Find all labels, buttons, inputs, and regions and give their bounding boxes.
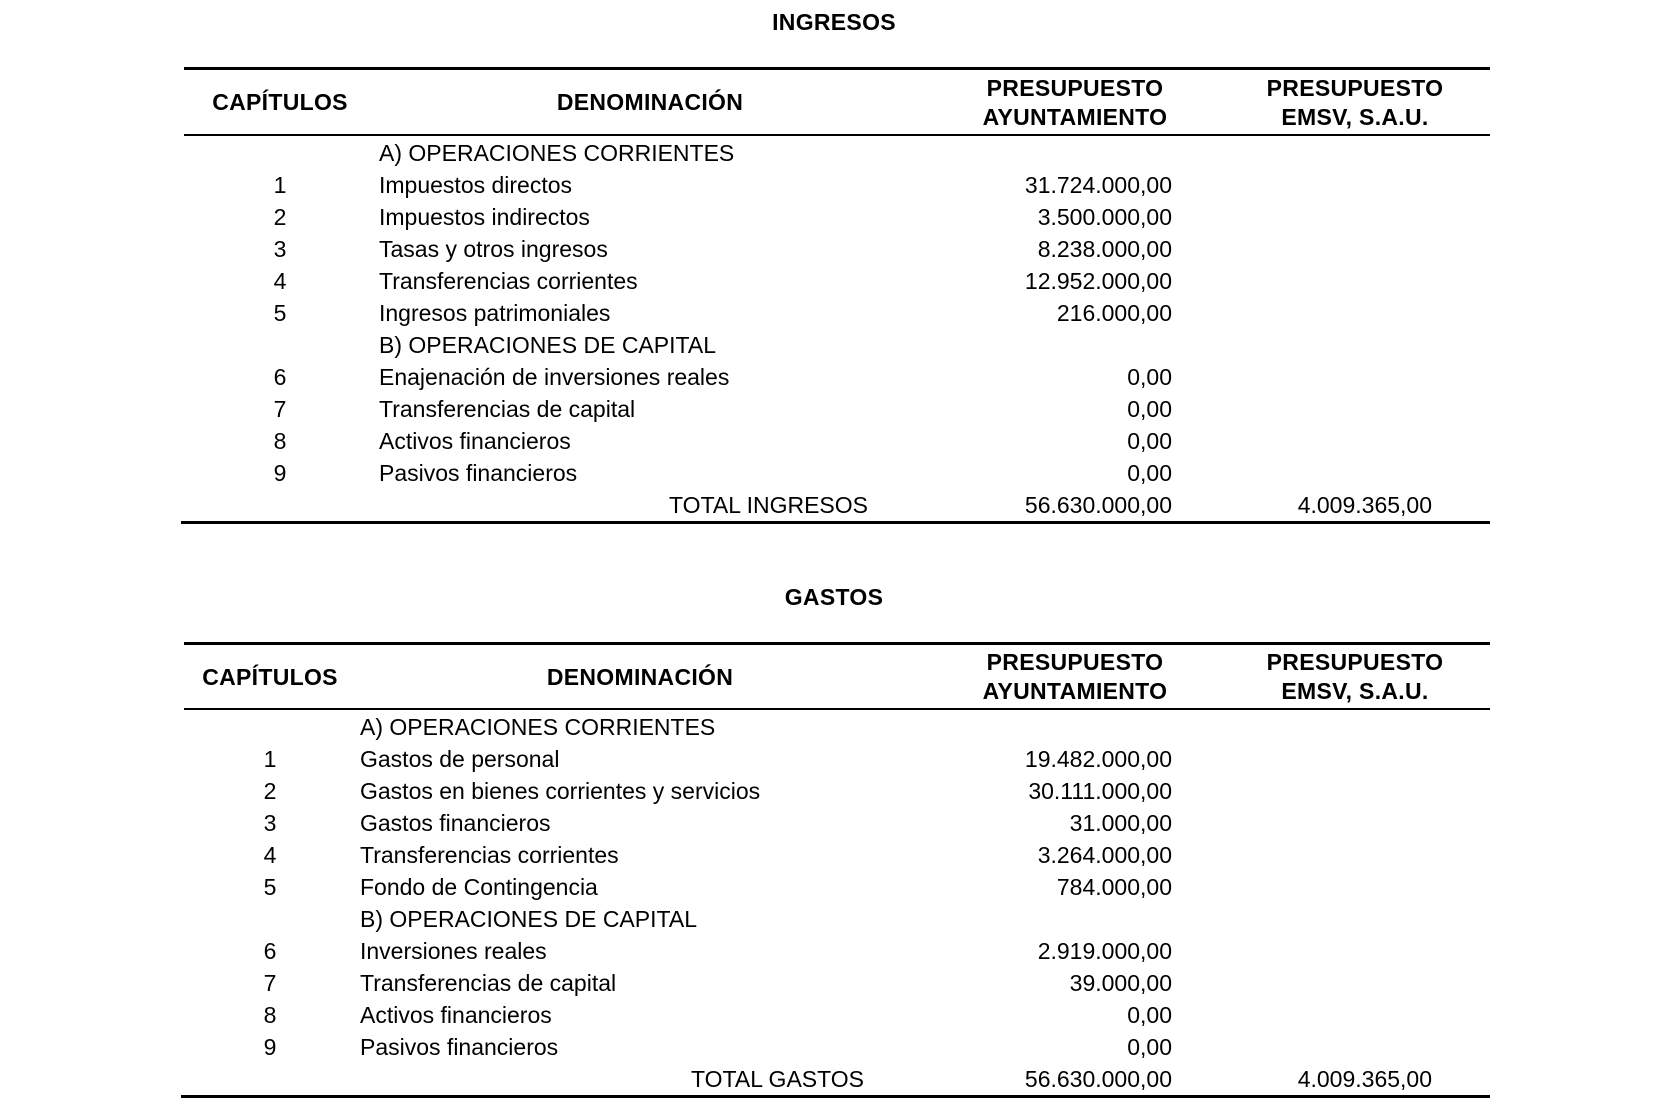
capitulo-number: 2	[263, 778, 277, 804]
table-row	[0, 807, 1668, 839]
capitulo-number: 8	[263, 1002, 277, 1028]
gastos-header-bottom-rule	[184, 708, 1490, 710]
ayuntamiento-amount: 216.000,00	[1056, 300, 1172, 326]
ayuntamiento-amount: 0,00	[1127, 1002, 1172, 1028]
capitulo-number: 3	[273, 236, 287, 262]
table-row	[0, 1031, 1668, 1063]
ayuntamiento-amount: 0,00	[1127, 396, 1172, 422]
ingresos-header-emsv	[1230, 74, 1480, 132]
ingresos-header-emsv-line1: PRESUPUESTO	[1266, 75, 1444, 101]
table-row	[0, 839, 1668, 871]
ingresos-group-a-label: A) OPERACIONES CORRIENTES	[379, 140, 735, 166]
denominacion-cell: Transferencias de capital	[379, 396, 636, 422]
denominacion-cell: Impuestos indirectos	[379, 204, 590, 230]
ingresos-group-b-row	[0, 329, 1668, 361]
table-row	[0, 169, 1668, 201]
gastos-group-a-row	[0, 711, 1668, 743]
capitulo-number: 6	[263, 938, 277, 964]
table-row	[0, 425, 1668, 457]
ingresos-header-ayto-line1: PRESUPUESTO	[986, 75, 1164, 101]
table-row	[0, 361, 1668, 393]
gastos-header-ayto-line1: PRESUPUESTO	[986, 649, 1164, 675]
denominacion-cell: Transferencias corrientes	[379, 268, 638, 294]
ayuntamiento-amount: 30.111.000,00	[1028, 778, 1172, 804]
gastos-header-ayto-line2: AYUNTAMIENTO	[982, 678, 1168, 704]
table-row	[0, 265, 1668, 297]
ayuntamiento-amount: 0,00	[1127, 428, 1172, 454]
ayuntamiento-amount: 3.264.000,00	[1037, 842, 1172, 868]
ingresos-header-ayuntamiento	[950, 74, 1200, 132]
gastos-group-b-row	[0, 903, 1668, 935]
table-row	[0, 233, 1668, 265]
denominacion-cell: Activos financieros	[360, 1002, 552, 1028]
capitulo-number: 2	[273, 204, 287, 230]
table-row	[0, 201, 1668, 233]
table-row	[0, 871, 1668, 903]
gastos-total-row	[0, 1063, 1668, 1095]
table-row	[0, 999, 1668, 1031]
ayuntamiento-amount: 31.000,00	[1069, 810, 1172, 836]
gastos-title: GASTOS	[784, 584, 884, 610]
gastos-total-ayuntamiento: 56.630.000,00	[1024, 1066, 1172, 1092]
denominacion-cell: Ingresos patrimoniales	[379, 300, 611, 326]
ingresos-header-ayto-line2: AYUNTAMIENTO	[982, 104, 1168, 130]
ingresos-title: INGRESOS	[772, 9, 896, 35]
denominacion-cell: Gastos de personal	[360, 746, 560, 772]
ayuntamiento-amount: 0,00	[1127, 364, 1172, 390]
denominacion-cell: Inversiones reales	[360, 938, 547, 964]
gastos-group-a-label: A) OPERACIONES CORRIENTES	[360, 714, 716, 740]
ayuntamiento-amount: 0,00	[1127, 460, 1172, 486]
gastos-end-rule	[181, 1095, 1490, 1098]
ayuntamiento-amount: 19.482.000,00	[1024, 746, 1172, 772]
gastos-group-b-label: B) OPERACIONES DE CAPITAL	[360, 906, 697, 932]
capitulo-number: 1	[273, 172, 287, 198]
denominacion-cell: Gastos en bienes corrientes y servicios	[360, 778, 761, 804]
capitulo-number: 4	[263, 842, 277, 868]
capitulo-number: 9	[263, 1034, 277, 1060]
ayuntamiento-amount: 31.724.000,00	[1024, 172, 1172, 198]
capitulo-number: 1	[263, 746, 277, 772]
denominacion-cell: Pasivos financieros	[360, 1034, 559, 1060]
denominacion-cell: Enajenación de inversiones reales	[379, 364, 730, 390]
capitulo-number: 7	[273, 396, 287, 422]
ingresos-total-ayuntamiento: 56.630.000,00	[1024, 492, 1172, 518]
table-row	[0, 393, 1668, 425]
ayuntamiento-amount: 2.919.000,00	[1037, 938, 1172, 964]
capitulo-number: 6	[273, 364, 287, 390]
ingresos-header-emsv-line2: EMSV, S.A.U.	[1281, 104, 1429, 130]
table-row	[0, 297, 1668, 329]
gastos-total-label: TOTAL GASTOS	[691, 1066, 864, 1092]
table-row	[0, 967, 1668, 999]
ingresos-header-bottom-rule	[184, 134, 1490, 136]
capitulo-number: 5	[263, 874, 277, 900]
denominacion-cell: Transferencias de capital	[360, 970, 617, 996]
denominacion-cell: Impuestos directos	[379, 172, 573, 198]
ingresos-total-emsv: 4.009.365,00	[1297, 492, 1432, 518]
ayuntamiento-amount: 8.238.000,00	[1037, 236, 1172, 262]
ayuntamiento-amount: 784.000,00	[1056, 874, 1172, 900]
denominacion-cell: Pasivos financieros	[379, 460, 578, 486]
ingresos-group-b-label: B) OPERACIONES DE CAPITAL	[379, 332, 716, 358]
ingresos-header-denominacion: DENOMINACIÓN	[556, 89, 744, 115]
table-row	[0, 775, 1668, 807]
ingresos-header-capitulos: CAPÍTULOS	[212, 89, 348, 115]
gastos-header-ayuntamiento	[950, 648, 1200, 706]
denominacion-cell: Tasas y otros ingresos	[379, 236, 608, 262]
capitulo-number: 8	[273, 428, 287, 454]
capitulo-number: 9	[273, 460, 287, 486]
ingresos-end-rule	[181, 521, 1490, 524]
ayuntamiento-amount: 39.000,00	[1069, 970, 1172, 996]
denominacion-cell: Transferencias corrientes	[360, 842, 619, 868]
gastos-header-emsv-line2: EMSV, S.A.U.	[1281, 678, 1429, 704]
capitulo-number: 4	[273, 268, 287, 294]
ayuntamiento-amount: 12.952.000,00	[1024, 268, 1172, 294]
ayuntamiento-amount: 0,00	[1127, 1034, 1172, 1060]
capitulo-number: 5	[273, 300, 287, 326]
ingresos-header-top-rule	[184, 67, 1490, 70]
gastos-total-emsv: 4.009.365,00	[1297, 1066, 1432, 1092]
gastos-header-emsv-line1: PRESUPUESTO	[1266, 649, 1444, 675]
ayuntamiento-amount: 3.500.000,00	[1037, 204, 1172, 230]
ingresos-total-row	[0, 489, 1668, 521]
gastos-header-capitulos: CAPÍTULOS	[202, 664, 338, 690]
table-row	[0, 935, 1668, 967]
denominacion-cell: Gastos financieros	[360, 810, 551, 836]
capitulo-number: 7	[263, 970, 277, 996]
ingresos-total-label: TOTAL INGRESOS	[669, 492, 868, 518]
capitulo-number: 3	[263, 810, 277, 836]
table-row	[0, 457, 1668, 489]
ingresos-group-a-row	[0, 137, 1668, 169]
gastos-header-top-rule	[184, 642, 1490, 645]
table-row	[0, 743, 1668, 775]
denominacion-cell: Fondo de Contingencia	[360, 874, 598, 900]
gastos-header-emsv	[1230, 648, 1480, 706]
gastos-header-denominacion: DENOMINACIÓN	[546, 664, 734, 690]
denominacion-cell: Activos financieros	[379, 428, 571, 454]
